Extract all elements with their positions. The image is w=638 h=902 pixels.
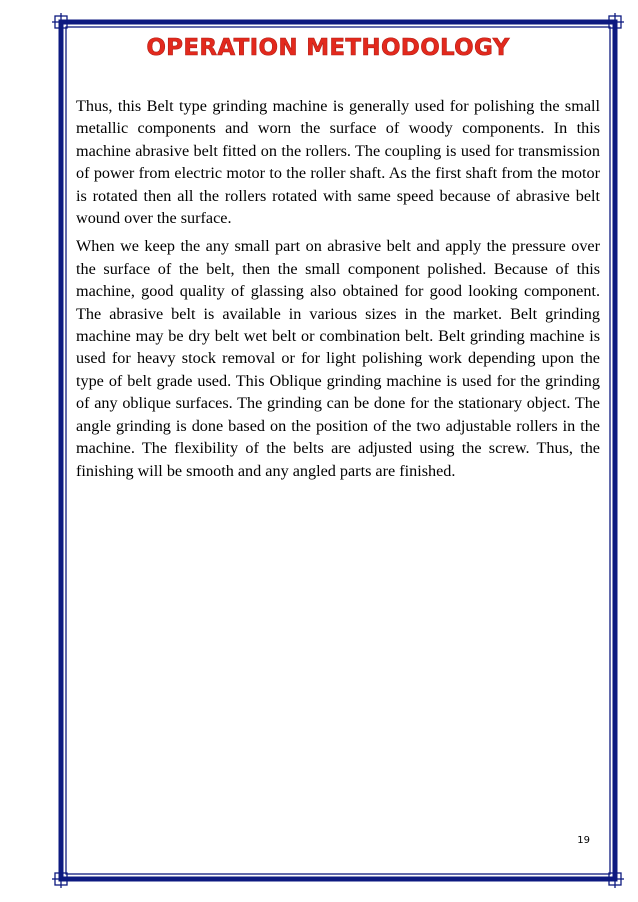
body-text: [76, 95, 600, 488]
page-number: 19: [577, 835, 590, 846]
paragraph-2: When we keep the any small part on abrasive belt and apply the pressure over the surface of the belt, then the small component polished. Because of this machine, good quality of glassing also obtained for good looking component. The abrasive belt is available in various sizes in the market. Belt grinding machine may be dry belt wet belt or combination belt. Belt grinding machine is used for heavy stock removal or for light polishing work depending upon the type of belt grade used. This Oblique grinding machine is used for the grinding of any oblique surfaces. The grinding can be done for the stationary object. The angle grinding is done based on the position of the two adjustable rollers in the machine. The flexibility of the belts are adjusted using the screw. Thus, the finishing will be smooth and any angled parts are finished.: [76, 237, 600, 480]
paragraph-1: Thus, this Belt type grinding machine is generally used for polishing the small metallic components and worn the surface of woody components. In this machine abrasive belt fitted on the rollers. The coupling is used for transmission of power from electric motor to the roller shaft. As the first shaft from the motor is rotated then all the rollers rotated with same speed because of abrasive belt wound over the surface.: [76, 97, 600, 228]
page-title: OPERATION METHODOLOGY: [146, 35, 510, 61]
